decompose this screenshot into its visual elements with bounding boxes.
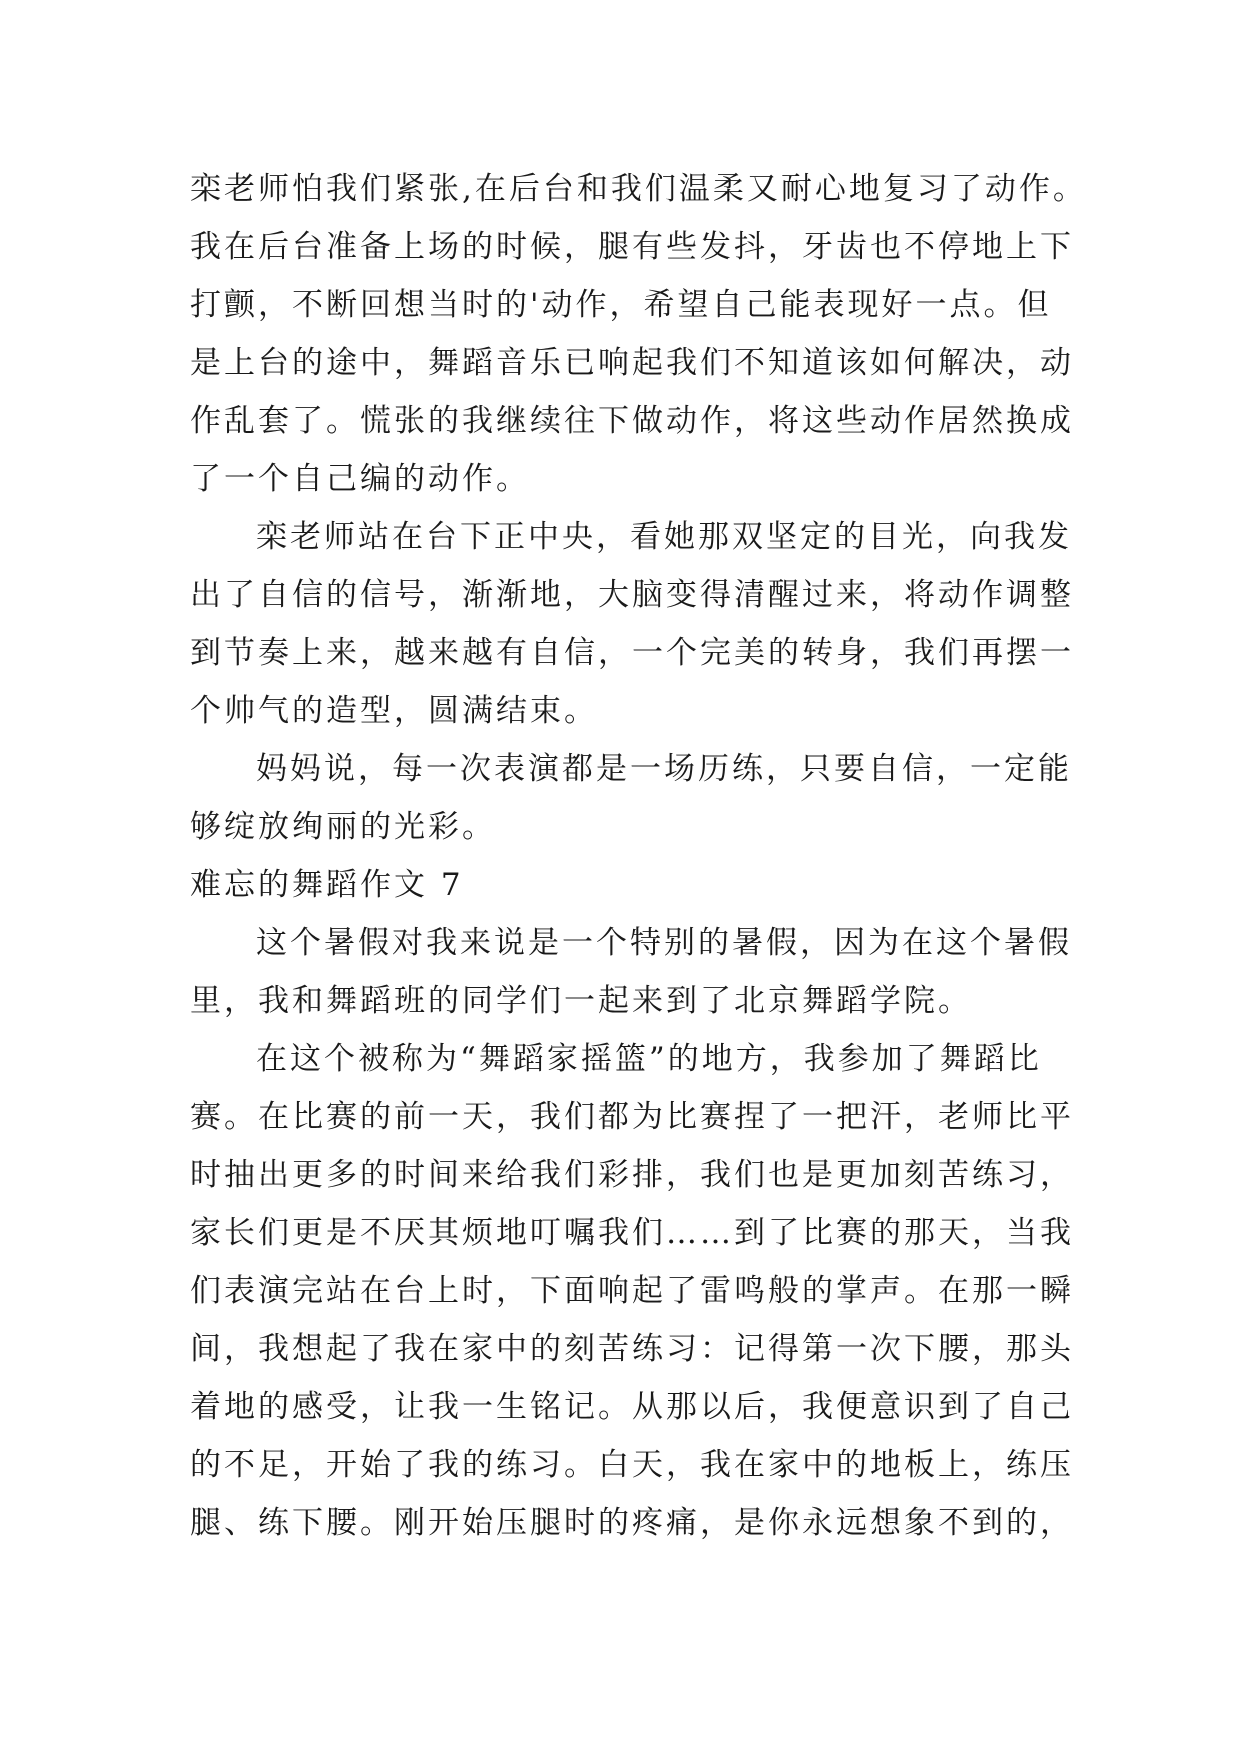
text-line: 够绽放绚丽的光彩。 [190,809,496,845]
text-line: 栾老师怕我们紧张,在后台和我们温柔又耐心地复习了动作。 [190,171,1087,207]
text-line: 时抽出更多的时间来给我们彩排，我们也是更加刻苦练习， [190,1157,1074,1193]
text-line: 个帅气的造型，圆满结束。 [190,693,598,729]
text-line: 是上台的途中，舞蹈音乐已响起我们不知道该如何解决，动 [190,345,1074,381]
section-heading: 难忘的舞蹈作文 7 [190,867,464,903]
text-line: 赛。在比赛的前一天，我们都为比赛捏了一把汗，老师比平 [190,1099,1074,1135]
paragraph-start-line: 妈妈说，每一次表演都是一场历练，只要自信，一定能 [256,751,1072,787]
text-line: 了一个自己编的动作。 [190,461,530,497]
paragraph-start-line: 这个暑假对我来说是一个特别的暑假，因为在这个暑假 [256,925,1072,961]
text-line: 的不足，开始了我的练习。白天，我在家中的地板上，练压 [190,1447,1074,1483]
paragraph-start-line: 在这个被称为“舞蹈家摇篮”的地方，我参加了舞蹈比 [256,1041,1042,1077]
text-line: 出了自信的信号，渐渐地，大脑变得清醒过来，将动作调整 [190,577,1074,613]
text-line: 腿、练下腰。刚开始压腿时的疼痛，是你永远想象不到的， [190,1505,1074,1541]
text-line: 到节奏上来，越来越有自信，一个完美的转身，我们再摆一 [190,635,1074,671]
paragraph-start-line: 栾老师站在台下正中央，看她那双坚定的目光，向我发 [256,519,1072,555]
text-line: 家长们更是不厌其烦地叮嘱我们……到了比赛的那天，当我 [190,1215,1074,1251]
text-line: 打颤，不断回想当时的'动作，希望自己能表现好一点。但 [190,287,1052,323]
text-line: 我在后台准备上场的时候，腿有些发抖，牙齿也不停地上下 [190,229,1074,265]
text-line: 里，我和舞蹈班的同学们一起来到了北京舞蹈学院。 [190,983,972,1019]
text-line: 着地的感受，让我一生铭记。从那以后，我便意识到了自己 [190,1389,1074,1425]
document-body [190,160,1120,1552]
text-line: 们表演完站在台上时，下面响起了雷鸣般的掌声。在那一瞬 [190,1273,1074,1309]
text-line: 间，我想起了我在家中的刻苦练习：记得第一次下腰，那头 [190,1331,1074,1367]
text-line: 作乱套了。慌张的我继续往下做动作，将这些动作居然换成 [190,403,1074,439]
